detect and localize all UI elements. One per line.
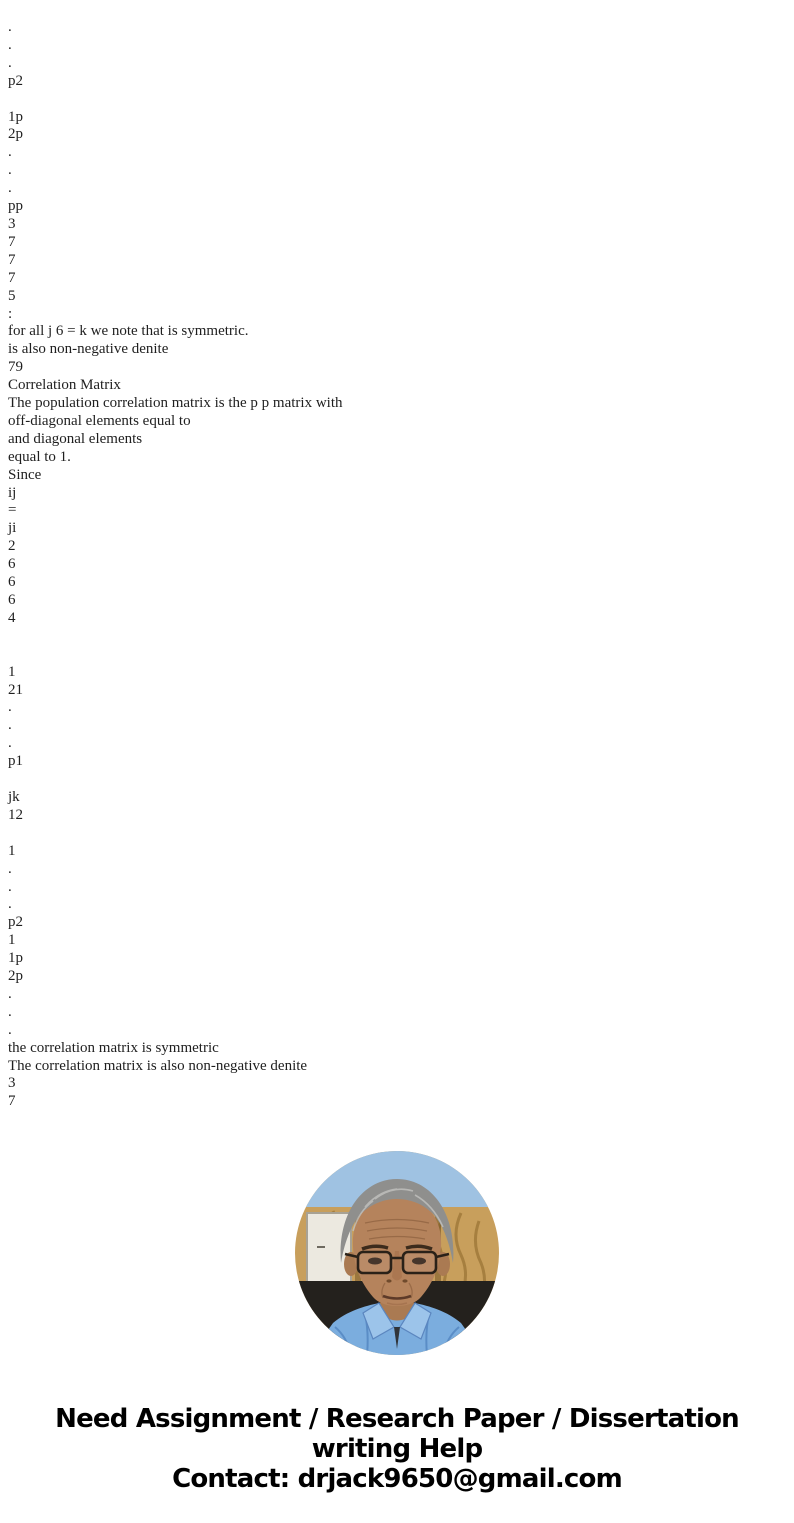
- transcript-line: 7: [8, 233, 16, 250]
- footer-banner: [0, 1404, 794, 1494]
- transcript-line: .: [8, 985, 12, 1002]
- transcript-line: 3: [8, 1075, 16, 1092]
- transcript-line: jk: [8, 788, 20, 805]
- transcript-line: off-diagonal elements equal to: [8, 412, 191, 429]
- transcript-line: equal to 1.: [8, 448, 71, 465]
- transcript-line: 7: [8, 269, 16, 286]
- transcript-line: [8, 771, 786, 789]
- transcript-line: The population correlation matrix is the p p matrix with: [8, 395, 343, 412]
- transcript-line: 5: [8, 287, 16, 304]
- transcript-line: :: [8, 305, 13, 322]
- transcript-line: 79: [8, 359, 23, 376]
- transcript-line: 1p: [8, 108, 23, 125]
- transcript-line: .: [8, 699, 12, 716]
- transcript-line: 2p: [8, 968, 23, 985]
- transcript-line: 1: [8, 842, 16, 859]
- transcript-line: p2: [8, 914, 23, 931]
- transcript-line: .: [8, 162, 12, 179]
- photo-nostril-right: [402, 1279, 407, 1282]
- transcript-line: .: [8, 1003, 12, 1020]
- transcript-line: =: [8, 502, 17, 519]
- transcript-line: .: [8, 19, 12, 35]
- transcript-line: and diagonal elements: [8, 430, 143, 447]
- transcript-line: .: [8, 896, 12, 913]
- transcript-line: .: [8, 144, 12, 161]
- footer-heading-line1: Need Assignment / Research Paper / Dissertation: [55, 1404, 739, 1434]
- transcript-line: 6: [8, 574, 16, 591]
- contact-email: Contact: drjack9650@gmail.com: [172, 1464, 622, 1494]
- transcript-line: Since: [8, 466, 42, 483]
- transcript-line: 2p: [8, 126, 23, 143]
- transcript-line: .: [8, 878, 12, 895]
- transcript-line: The correlation matrix is also non-negative denite: [8, 1057, 308, 1074]
- transcript-line: .: [8, 1021, 12, 1038]
- transcript-line: 2: [8, 538, 16, 555]
- transcript-line: [8, 825, 786, 843]
- transcript-line: [8, 628, 786, 646]
- transcript-line: 4: [8, 609, 16, 626]
- transcript-line: 7: [8, 251, 16, 268]
- transcript-line: 6: [8, 556, 16, 573]
- transcript-line: p2: [8, 72, 23, 89]
- transcript-line: pp: [8, 198, 23, 215]
- transcript-line: [8, 91, 786, 109]
- transcript-line: 1: [8, 663, 16, 680]
- transcript-line: 1p: [8, 950, 23, 967]
- transcript-line: for all j 6 = k we note that is symmetric.: [8, 323, 249, 340]
- transcript-line: ij: [8, 484, 17, 501]
- transcript-line: .: [8, 36, 12, 53]
- presenter-photo-image: [295, 1151, 499, 1355]
- transcript-line: 7: [8, 1093, 16, 1110]
- transcript-line: .: [8, 180, 12, 197]
- transcript-line: .: [8, 735, 12, 752]
- transcript-line: is also non-negative denite: [8, 341, 169, 358]
- photo-wall-frame: [307, 1213, 351, 1285]
- transcript-line: Correlation Matrix: [8, 377, 121, 394]
- transcript-line: .: [8, 860, 12, 877]
- footer-heading-line2: writing Help: [311, 1434, 483, 1464]
- presenter-photo: [295, 1151, 499, 1355]
- transcript-line: 1: [8, 932, 16, 949]
- transcript-line: 12: [8, 806, 23, 823]
- transcript-line: p1: [8, 753, 23, 770]
- transcript-line: 21: [8, 681, 23, 698]
- transcript-line: ji: [8, 520, 17, 537]
- transcript-line: .: [8, 717, 12, 734]
- transcript-line: .: [8, 54, 12, 71]
- transcript-text: [8, 19, 786, 1111]
- transcript-line: 6: [8, 592, 16, 608]
- transcript-line: the correlation matrix is symmetric: [8, 1039, 219, 1056]
- photo-nostril-left: [386, 1279, 391, 1282]
- transcript-line: 3: [8, 215, 16, 232]
- transcript-line: [8, 646, 786, 664]
